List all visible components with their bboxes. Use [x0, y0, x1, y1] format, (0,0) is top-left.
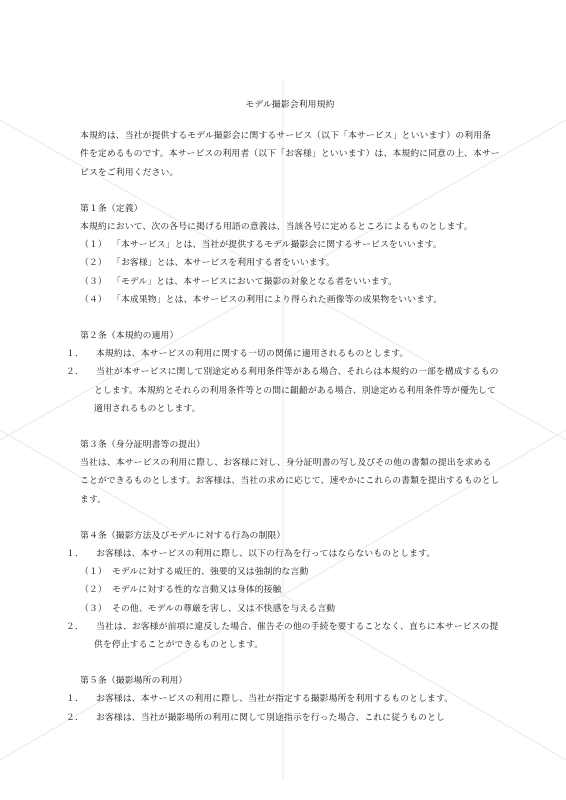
item-number: １． — [66, 349, 84, 360]
intro-paragraph: 本規約は、当社が提供するモデル撮影会に関するサービス（以下「本サービス」といいます）の利用条件を定めるものです。本サービスの利用者（以下「お客様」といいます）は、本規約に同意の上、本サービスをご利用ください。 — [80, 131, 500, 178]
sub-text: モデルに対する威圧的、強要的又は強制的な言動 — [112, 567, 309, 578]
item-text: お客様は、本サービスの利用に際し、以下の行為を行ってはならないものとします。 — [96, 549, 436, 560]
article-4-heading: 第４条（撮影方法及びモデルに対する行為の制限） — [80, 530, 286, 541]
item-text: 当社が本サービスに関して別途定める利用条件等がある場合、それらは本規約の一部を構成するものとします。本規約とそれらの利用条件等との間に齟齬がある場合、別途定める利用条件等が優先して適用されるものとします。 — [94, 367, 499, 414]
item-number: ２． — [66, 367, 84, 378]
item-number: １． — [66, 549, 84, 560]
article-3-heading: 第３条（身分証明書等の提出） — [80, 440, 206, 451]
article-2-heading: 第２条（本規約の適用） — [80, 331, 179, 342]
document-page — [66, 96, 500, 727]
sub-number: （３） — [80, 603, 107, 614]
article-1-heading: 第１条（定義） — [80, 203, 143, 214]
sub-number: （１） — [80, 567, 107, 578]
sub-number: （４） — [80, 294, 107, 305]
article-5-item-1 — [66, 690, 500, 708]
sub-number: （１） — [80, 240, 107, 251]
sub-text: 「モデル」とは、本サービスにおいて撮影の対象となる者をいいます。 — [112, 276, 398, 287]
sub-text: モデルに対する性的な言動又は身体的接触 — [112, 585, 282, 596]
article-1-sub-4 — [80, 291, 500, 309]
article-4-sub-3 — [80, 600, 500, 618]
item-text: お客様は、当社が撮影場所の利用に関して別途指示を行った場合、これに従うものとし — [96, 712, 445, 723]
item-number: ２． — [66, 712, 84, 723]
article-1-body: 本規約において、次の各号に掲げる用語の意義は、当該各号に定めるところによるものとします。 — [80, 222, 473, 233]
article-4-sub-1 — [80, 563, 500, 581]
article-3-body: 当社は、本サービスの利用に際し、お客様に対し、身分証明書の写し及びその他の書類の提出を求めることができるものとします。お客様は、当社の求めに応じて、速やかにこれらの書類を提出するものとします。 — [80, 458, 500, 505]
article-5-heading: 第５条（撮影場所の利用） — [80, 676, 188, 687]
item-number: １． — [66, 694, 84, 705]
sub-number: （２） — [80, 585, 107, 596]
item-number: ２． — [66, 621, 84, 632]
article-2-item-2 — [66, 363, 500, 418]
sub-text: 「お客様」とは、本サービスを利用する者をいいます。 — [112, 258, 335, 269]
sub-number: （３） — [80, 276, 107, 287]
article-4-item-2 — [66, 618, 500, 654]
article-5-item-2 — [66, 709, 500, 727]
article-1-sub-2 — [80, 254, 500, 272]
sub-number: （２） — [80, 258, 107, 269]
item-text: 本規約は、本サービスの利用に関する一切の関係に適用されるものとします。 — [96, 349, 409, 360]
article-2-item-1 — [66, 345, 500, 363]
sub-text: 「本サービス」とは、当社が提供するモデル撮影会に関するサービスをいいます。 — [112, 240, 442, 251]
item-text: 当社は、お客様が前項に違反した場合、催告その他の手続を要することなく、直ちに本サービスの提供を停止することができるものとします。 — [94, 621, 499, 651]
article-4-sub-2 — [80, 581, 500, 599]
article-1-sub-1 — [80, 236, 500, 254]
document-title: モデル撮影会利用規約 — [245, 100, 335, 110]
article-1-sub-3 — [80, 273, 500, 291]
sub-text: その他、モデルの尊厳を害し、又は不快感を与える言動 — [112, 603, 336, 614]
item-text: お客様は、本サービスの利用に際し、当社が指定する撮影場所を利用するものとします。 — [96, 694, 454, 705]
sub-text: 「本成果物」とは、本サービスの利用により得られた画像等の成果物をいいます。 — [112, 294, 443, 305]
article-4-item-1 — [66, 545, 500, 563]
